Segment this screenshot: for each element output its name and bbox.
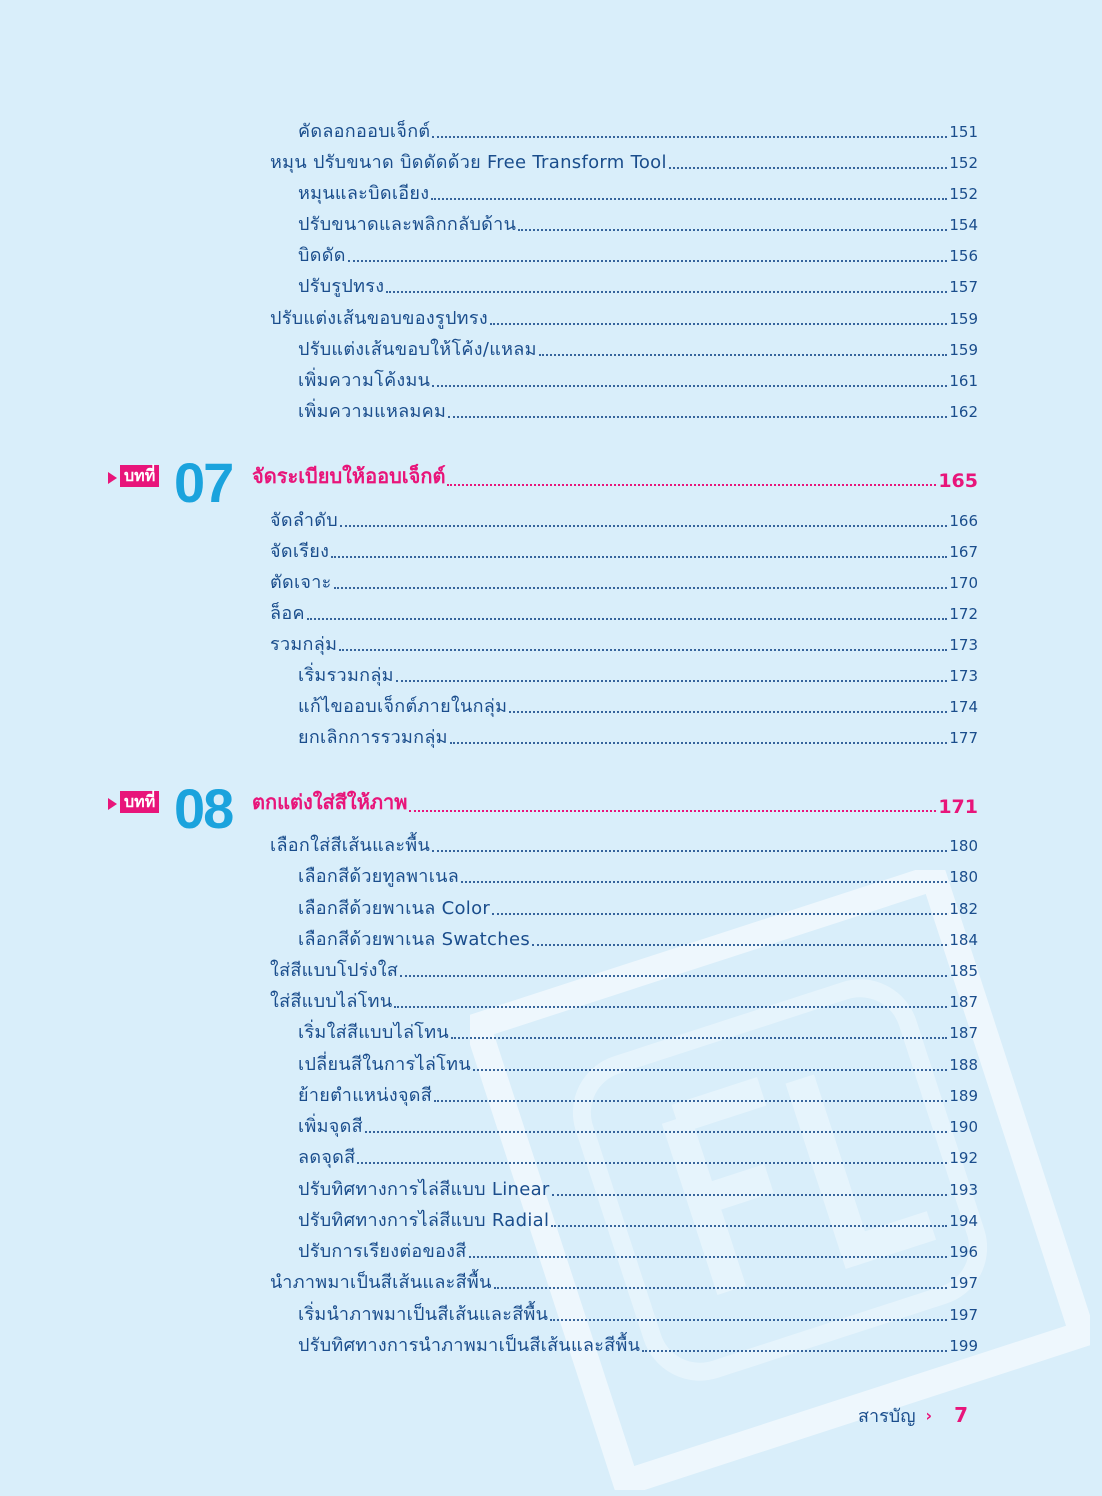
toc-entry[interactable]	[270, 956, 978, 982]
toc-entry-title: ลดจุดสี	[298, 1147, 356, 1168]
toc-entry-title: ตัดเจาะ	[270, 572, 332, 593]
toc-entry-page: 159	[949, 310, 978, 328]
leader-dots	[432, 136, 947, 138]
toc-entry-title: รวมกลุ่ม	[270, 634, 338, 655]
chapter-title-line	[252, 466, 978, 492]
toc-entry-title: ใส่สีแบบโปร่งใส	[270, 960, 399, 981]
toc-entry-title: เลือกสีด้วยพาเนล Color	[298, 898, 491, 919]
toc-entry-title: เริ่มรวมกลุ่ม	[298, 665, 394, 686]
toc-entry[interactable]	[298, 241, 978, 267]
toc-entry-page: 172	[949, 605, 978, 623]
toc-entry-title: บิดดัด	[298, 245, 346, 266]
leader-dots	[451, 1037, 947, 1039]
chapter-page: 171	[938, 796, 978, 818]
toc-entry-page: 166	[949, 512, 978, 530]
toc-entry-page: 157	[949, 278, 978, 296]
toc-entry-page: 152	[949, 185, 978, 203]
toc-entry[interactable]	[298, 179, 978, 205]
toc-entry-page: 174	[949, 698, 978, 716]
toc-entry[interactable]	[298, 894, 978, 920]
leader-dots	[552, 1194, 948, 1196]
leader-dots	[365, 1131, 947, 1133]
toc-entry-page: 154	[949, 216, 978, 234]
toc-entry-page: 152	[949, 154, 978, 172]
toc-entry[interactable]	[298, 1050, 978, 1076]
toc-entry-page: 177	[949, 729, 978, 747]
toc-entry[interactable]	[298, 1112, 978, 1138]
toc-entry[interactable]	[270, 506, 978, 532]
leader-dots	[669, 167, 948, 169]
leader-dots	[432, 850, 947, 852]
toc-entry-title: ปรับรูปทรง	[298, 276, 385, 297]
toc-entry-title: เลือกใส่สีเส้นและพื้น	[270, 835, 431, 856]
leader-dots	[551, 1225, 947, 1227]
toc-entry[interactable]	[298, 862, 978, 888]
toc-entry-page: 184	[949, 931, 978, 949]
leader-dots	[386, 291, 947, 293]
toc-entry-title: เริ่มใส่สีแบบไล่โทน	[298, 1022, 450, 1043]
toc-entry-title: ปรับทิศทางการไล่สีแบบ Radial	[298, 1210, 550, 1231]
toc-entry-title: นำภาพมาเป็นสีเส้นและสีพื้น	[270, 1272, 492, 1293]
toc-entry[interactable]	[298, 1237, 978, 1263]
leader-dots	[432, 385, 947, 387]
toc-entry-page: 161	[949, 372, 978, 390]
toc-entry-title: จัดเรียง	[270, 541, 330, 562]
arrow-icon	[108, 798, 117, 810]
leader-dots	[642, 1350, 947, 1352]
chapter-number: 08	[174, 777, 233, 840]
toc-entry[interactable]	[270, 148, 978, 174]
toc-entry[interactable]	[270, 1268, 978, 1294]
leader-dots	[331, 556, 947, 558]
toc-entry-title: ยกเลิกการรวมกลุ่ม	[298, 727, 448, 748]
leader-dots	[450, 742, 948, 744]
toc-entry-title: หมุนและบิดเอียง	[298, 183, 430, 204]
chapter-badge: บทที่	[120, 465, 159, 487]
page-number: 7	[954, 1403, 969, 1427]
arrow-icon	[108, 472, 117, 484]
leader-dots	[334, 587, 948, 589]
toc-entry[interactable]	[270, 568, 978, 594]
chevron-right-icon: ›	[925, 1405, 933, 1425]
toc-entry[interactable]	[298, 723, 978, 749]
toc-entry[interactable]	[298, 1300, 978, 1326]
leader-dots	[461, 881, 947, 883]
toc-entry-page: 197	[949, 1306, 978, 1324]
toc-entry-page: 197	[949, 1274, 978, 1292]
chapter-title: ตกแต่งใส่สีให้ภาพ	[252, 790, 408, 814]
toc-entry[interactable]	[298, 1331, 978, 1357]
toc-entry-page: 199	[949, 1337, 978, 1355]
toc-entry[interactable]	[298, 1018, 978, 1044]
leader-dots	[348, 260, 948, 262]
toc-entry-page: 188	[949, 1056, 978, 1074]
chapter-page: 165	[938, 470, 978, 492]
toc-entry-page: 185	[949, 962, 978, 980]
toc-entry[interactable]	[270, 599, 978, 625]
toc-entry-title: เลือกสีด้วยทูลพาเนล	[298, 866, 460, 887]
chapter-number: 07	[174, 451, 233, 514]
toc-entry-title: ย้ายตำแหน่งจุดสี	[298, 1085, 433, 1106]
leader-dots	[400, 975, 947, 977]
leader-dots	[518, 229, 947, 231]
leader-dots	[431, 198, 947, 200]
toc-entry-page: 189	[949, 1087, 978, 1105]
toc-entry-page: 159	[949, 341, 978, 359]
leader-dots	[357, 1162, 947, 1164]
toc-entry-page: 196	[949, 1243, 978, 1261]
toc-entry[interactable]	[298, 397, 978, 423]
leader-dots	[447, 484, 936, 486]
leader-dots	[339, 649, 947, 651]
toc-entry-page: 193	[949, 1181, 978, 1199]
toc-entry-title: ปรับแต่งเส้นขอบให้โค้ง/แหลม	[298, 339, 537, 360]
leader-dots	[494, 1287, 948, 1289]
toc-entry-title: ปรับทิศทางการนำภาพมาเป็นสีเส้นและสีพื้น	[298, 1335, 641, 1356]
toc-entry[interactable]	[298, 335, 978, 361]
leader-dots	[490, 323, 947, 325]
chapter-badge: บทที่	[120, 791, 159, 813]
leader-dots	[492, 913, 947, 915]
leader-dots	[539, 354, 948, 356]
leader-dots	[473, 1069, 947, 1071]
leader-dots	[307, 618, 948, 620]
toc-entry[interactable]	[298, 1081, 978, 1107]
toc-entry-title: ปรับขนาดและพลิกกลับด้าน	[298, 214, 517, 235]
toc-entry-title: เพิ่มความโค้งมน	[298, 370, 431, 391]
toc-entry[interactable]	[270, 537, 978, 563]
toc-entry-title: ปรับแต่งเส้นขอบของรูปทรง	[270, 308, 488, 329]
leader-dots	[448, 416, 947, 418]
toc-entry-title: แก้ไขออบเจ็กต์ภายในกลุ่ม	[298, 696, 508, 717]
section-title: สารบัญ	[858, 1405, 916, 1427]
toc-entry[interactable]	[298, 366, 978, 392]
leader-dots	[532, 944, 947, 946]
leader-dots	[394, 1006, 947, 1008]
toc-entry-title: เพิ่มจุดสี	[298, 1116, 363, 1137]
toc-entry-page: 187	[949, 993, 978, 1011]
chapter-title-line	[252, 792, 978, 818]
toc-entry-title: เริ่มนำภาพมาเป็นสีเส้นและสีพื้น	[298, 1304, 549, 1325]
toc-entry-page: 180	[949, 837, 978, 855]
leader-dots	[396, 680, 948, 682]
toc-entry[interactable]	[298, 692, 978, 718]
toc-entry[interactable]	[298, 925, 978, 951]
leader-dots	[340, 525, 947, 527]
leader-dots	[550, 1319, 947, 1321]
toc-entry[interactable]	[270, 987, 978, 1013]
leader-dots	[434, 1100, 947, 1102]
chapter-title: จัดระเบียบให้ออบเจ็กต์	[252, 464, 446, 488]
toc-entry[interactable]	[298, 661, 978, 687]
leader-dots	[509, 711, 947, 713]
toc-entry-page: 162	[949, 403, 978, 421]
toc-entry-page: 173	[949, 667, 978, 685]
toc-entry-title: จัดลำดับ	[270, 510, 338, 531]
toc-entry-title: ใส่สีแบบไล่โทน	[270, 991, 393, 1012]
toc-entry-title: ปรับทิศทางการไล่สีแบบ Linear	[298, 1179, 550, 1200]
toc-entry-page: 167	[949, 543, 978, 561]
toc-entry[interactable]	[270, 304, 978, 330]
toc-entry-title: เปลี่ยนสีในการไล่โทน	[298, 1054, 471, 1075]
toc-entry-page: 180	[949, 868, 978, 886]
toc-entry-page: 194	[949, 1212, 978, 1230]
toc-entry-title: หมุน ปรับขนาด บิดดัดด้วย Free Transform Tool	[270, 152, 667, 173]
toc-entry-title: ล็อค	[270, 603, 305, 624]
toc-entry-title: เลือกสีด้วยพาเนล Swatches	[298, 929, 530, 950]
toc-entry-title: ปรับการเรียงต่อของสี	[298, 1241, 467, 1262]
toc-entry-title: เพิ่มความแหลมคม	[298, 401, 447, 422]
toc-entry[interactable]	[298, 1175, 978, 1201]
leader-dots	[469, 1256, 948, 1258]
toc-entry[interactable]	[298, 272, 978, 298]
toc-entry[interactable]	[298, 1143, 978, 1169]
toc-entry[interactable]	[298, 1206, 978, 1232]
page-footer	[858, 1400, 980, 1430]
toc-entry-page: 156	[949, 247, 978, 265]
toc-entry-page: 151	[949, 123, 978, 141]
toc-entry-page: 187	[949, 1024, 978, 1042]
toc-entry-page: 192	[949, 1149, 978, 1167]
toc-entry[interactable]	[298, 210, 978, 236]
toc-entry-page: 182	[949, 900, 978, 918]
toc-entry[interactable]	[298, 117, 978, 143]
toc-entry-page: 173	[949, 636, 978, 654]
toc-entry[interactable]	[270, 630, 978, 656]
leader-dots	[409, 810, 936, 812]
toc-entry[interactable]	[270, 831, 978, 857]
toc-entry-page: 190	[949, 1118, 978, 1136]
toc-entry-page: 170	[949, 574, 978, 592]
toc-entry-title: คัดลอกออบเจ็กต์	[298, 121, 431, 142]
